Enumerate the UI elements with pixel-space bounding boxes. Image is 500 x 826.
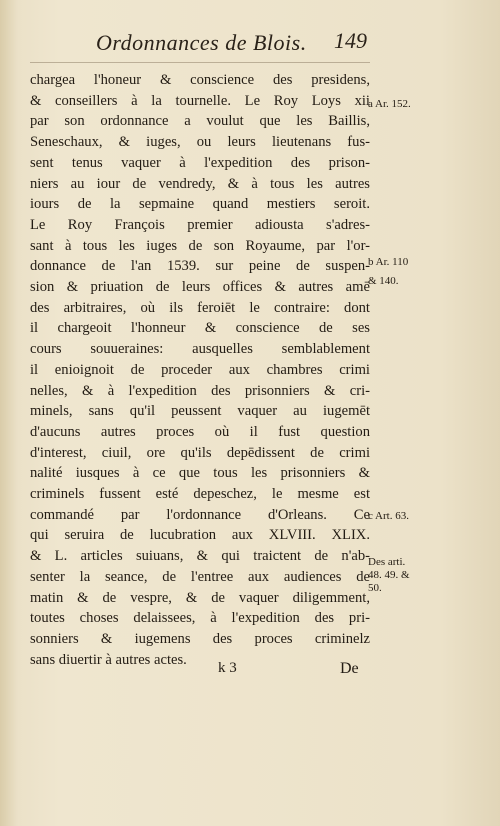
running-head: Ordonnances de Blois.	[96, 30, 307, 55]
margin-note	[368, 556, 410, 595]
text-line: sion & priuation de leurs offices & autres amē	[30, 279, 370, 296]
text-line: d'interest, ciuil, ore qu'ils depēdissent de crimi	[30, 444, 370, 461]
margin-note-line: Des arti.	[368, 556, 406, 568]
signature-mark: k 3	[218, 660, 237, 676]
text-line: donnance de l'an 1539. sur peine de suspen-	[30, 258, 370, 275]
text-line: d'aucuns autres proces où il fust question	[30, 423, 370, 440]
text-line: Le Roy François premier adiousta s'adres-	[30, 216, 370, 233]
header-rule	[30, 62, 370, 63]
margin-note-line: & 140.	[368, 275, 399, 287]
margin-note-line: b Ar. 110	[368, 256, 409, 268]
text-line: des arbitraires, où ils feroiēt le contraire: dont	[30, 299, 370, 316]
catchword: De	[340, 660, 359, 677]
text-line: commandé par l'ordonnance d'Orleans. Ce	[30, 506, 370, 523]
text-line: Seneschaux, & iuges, ou leurs lieutenans fus-	[30, 134, 370, 151]
text-line: sant à tous les iuges de son Royaume, par l'or-	[30, 237, 370, 254]
text-line: qui seruira de lucubration aux XLVIII. XLIX.	[30, 527, 370, 544]
text-line: cours souueraines: ausquelles semblablement	[30, 341, 370, 358]
text-line: criminels fussent esté depeschez, le mesme est	[30, 486, 370, 503]
margin-note	[368, 510, 409, 523]
margin-note-line: c Art. 63.	[368, 510, 409, 522]
text-line: nalité iusques à ce que tous les prisonniers &	[30, 465, 370, 482]
text-line: iours de la sepmaine quand mestiers seroit.	[30, 196, 370, 213]
text-line: sent tenus vaquer à l'expedition des prison-	[30, 154, 370, 171]
page-number: 149	[334, 28, 367, 53]
margin-note	[368, 256, 408, 288]
text-line: & conseillers à la tournelle. Le Roy Loys xii	[30, 92, 370, 109]
text-line: niers au iour de vendredy, & à tous les autres	[30, 175, 370, 192]
body-text	[30, 70, 370, 670]
text-line: chargea l'honeur & conscience des presidens,	[30, 72, 370, 88]
text-line: minels, sans qu'il peussent vaquer au iugemēt	[30, 403, 370, 420]
margin-note-line: 48. 49. &	[368, 569, 410, 581]
margin-note	[368, 98, 411, 111]
margin-note-line: 50.	[368, 582, 382, 594]
text-line: il chargeoit l'honneur & conscience de ses	[30, 320, 370, 337]
text-line: toutes choses delaissees, à l'expedition des pri-	[30, 610, 370, 627]
text-line: senter la seance, de l'entree aux audiences de	[30, 568, 370, 585]
text-line: matin & de vespre, & de vaquer diligemment,	[30, 589, 370, 606]
text-line: nelles, & à l'expedition des prisonniers & cri-	[30, 382, 370, 399]
text-line: sonniers & iugemens des proces criminelz	[30, 630, 370, 647]
margin-note-line: a Ar. 152.	[368, 98, 411, 110]
text-line: & L. articles suiuans, & qui traictent de n'ab-	[30, 548, 370, 565]
text-line: par son ordonnance a voulut que les Baillis,	[30, 113, 370, 130]
page-footer	[30, 660, 370, 684]
text-line: il enioignoit de proceder aux chambres crimi	[30, 361, 370, 378]
text-line: sans diuertir à autres actes.	[30, 651, 187, 668]
